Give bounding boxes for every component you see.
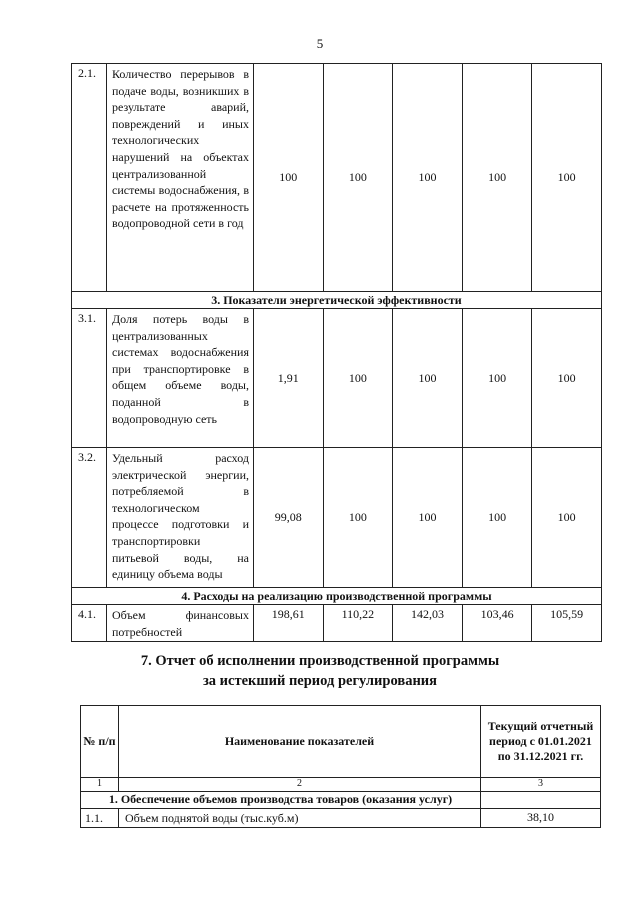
indicator-name: Доля потерь воды в централизованных системах водоснабжения при транспортировке в общем объеме воды, поданной в водопроводную сеть — [107, 309, 254, 448]
value-cell: 100 — [532, 448, 602, 588]
column-index: 3 — [481, 778, 601, 792]
empty-cell — [481, 792, 601, 809]
value-cell: 100 — [323, 309, 393, 448]
value-cell: 198,61 — [254, 605, 324, 642]
column-index: 2 — [119, 778, 481, 792]
value-cell: 100 — [393, 64, 463, 292]
table-row — [81, 809, 601, 828]
table-row — [72, 64, 602, 292]
value-cell: 100 — [462, 64, 532, 292]
page-number: 5 — [316, 36, 324, 51]
indicator-name: Удельный расход электрической энергии, потребляемой в технологическом процессе подготовки и транспортировки питьевой воды, на единицу объема воды — [107, 448, 254, 588]
value-cell: 100 — [254, 64, 324, 292]
table-row — [72, 309, 602, 448]
row-number: 3.2. — [72, 448, 107, 588]
section-row — [81, 792, 601, 809]
header-row — [81, 706, 601, 778]
value-cell: 100 — [462, 448, 532, 588]
value-cell: 105,59 — [532, 605, 602, 642]
section-heading: 4. Расходы на реализацию производственной программы — [72, 588, 602, 605]
value-cell: 110,22 — [323, 605, 393, 642]
table-row — [72, 448, 602, 588]
section-row — [72, 292, 602, 309]
value-cell: 100 — [532, 64, 602, 292]
value-cell: 99,08 — [254, 448, 324, 588]
indicator-name: Объем поднятой воды (тыс.куб.м) — [119, 809, 481, 828]
header-indicator-name: Наименование показателей — [119, 706, 481, 778]
value-cell: 38,10 — [481, 809, 601, 828]
indicators-table — [71, 63, 602, 642]
section-title-line2: за истекший период регулирования — [202, 673, 438, 689]
indicator-name: Объем финансовых потребностей — [107, 605, 254, 642]
value-cell: 103,46 — [462, 605, 532, 642]
column-index: 1 — [81, 778, 119, 792]
value-cell: 100 — [393, 448, 463, 588]
section-row — [72, 588, 602, 605]
row-number: 4.1. — [72, 605, 107, 642]
header-current-period: Текущий отчетный период с 01.01.2021 по 31.12.2021 гг. — [481, 706, 601, 778]
row-number: 1.1. — [81, 809, 119, 828]
section-heading: 3. Показатели энергетической эффективности — [72, 292, 602, 309]
value-cell: 100 — [323, 64, 393, 292]
header-number: № п/п — [81, 706, 119, 778]
row-number: 2.1. — [72, 64, 107, 292]
row-number: 3.1. — [72, 309, 107, 448]
section-heading: 1. Обеспечение объемов производства товаров (оказания услуг) — [81, 792, 481, 809]
report-table — [80, 705, 601, 828]
value-cell: 100 — [393, 309, 463, 448]
value-cell: 100 — [462, 309, 532, 448]
table-row — [72, 605, 602, 642]
value-cell: 1,91 — [254, 309, 324, 448]
section-title-line1: 7. Отчет об исполнении производственной программы — [140, 653, 500, 669]
value-cell: 100 — [532, 309, 602, 448]
index-row — [81, 778, 601, 792]
value-cell: 142,03 — [393, 605, 463, 642]
indicator-name: Количество перерывов в подаче воды, возникших в результате аварий, повреждений и иных технологических нарушений на объектах централизованной системы водоснабжения, в расчете на протяженность водопроводной сети в год — [107, 64, 254, 292]
value-cell: 100 — [323, 448, 393, 588]
